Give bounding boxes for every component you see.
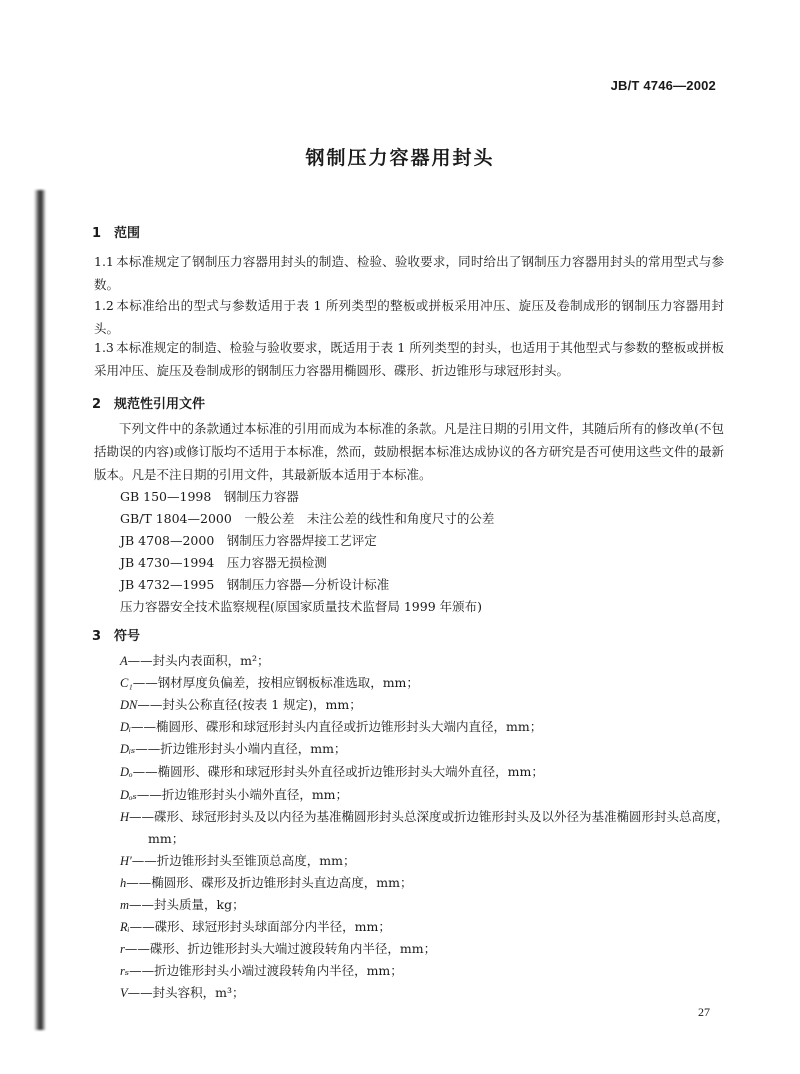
symbol-description: ——碟形、球冠形封头球面部分内半径，mm； bbox=[129, 919, 391, 934]
clause-number: 1.2 bbox=[94, 298, 114, 313]
symbol: Dᵢ bbox=[120, 720, 132, 734]
section-number: 2 bbox=[92, 397, 102, 412]
symbol-description: ——椭圆形、碟形及折边锥形封头直边高度，mm； bbox=[126, 875, 413, 890]
clause-1-2 bbox=[94, 294, 724, 340]
symbol-description: ——椭圆形、碟形和球冠形封头内直径或折边锥形封头大端内直径，mm； bbox=[131, 719, 543, 734]
section-heading-scope bbox=[92, 222, 140, 241]
symbol: H bbox=[120, 810, 130, 824]
symbol: Rᵢ bbox=[120, 920, 130, 934]
section-heading-symbols bbox=[92, 625, 140, 644]
symbol-description: ——折边锥形封头小端过渡段转角内半径，mm； bbox=[129, 963, 403, 978]
symbol-row bbox=[120, 872, 728, 894]
clause-number: 1.1 bbox=[94, 254, 114, 269]
symbol: h bbox=[120, 876, 127, 890]
standard-code: JB/T 4746—2002 bbox=[610, 78, 716, 93]
clause-text: 本标准规定的制造、检验与验收要求，既适用于表 1 所列类型的封头，也适用于其他型式与参数的整板或拼板采用冲压、旋压及卷制成形的钢制压力容器用椭圆形、碟形、折边锥形与球冠形封头。 bbox=[94, 340, 724, 378]
symbol: H′ bbox=[120, 854, 132, 868]
symbol-row bbox=[120, 960, 728, 982]
references-intro: 下列文件中的条款通过本标准的引用而成为本标准的条款。凡是注日期的引用文件，其随后所有的修改单(不包括勘误的内容)或修订版均不适用于本标准，然而，鼓励根据本标准达成协议的各方研究是否可使用这些文件的最新版本。凡是不注日期的引用文件，其最新版本适用于本标准。 bbox=[94, 421, 724, 482]
symbol: A bbox=[120, 654, 128, 668]
symbol-row bbox=[120, 650, 728, 672]
symbol: Dₒₛ bbox=[120, 788, 137, 802]
symbol-description: ——折边锥形封头小端外直径，mm； bbox=[136, 787, 349, 802]
symbol: m bbox=[120, 898, 130, 912]
reference-item: GB/T 1804—2000 一般公差 未注公差的线性和角度尺寸的公差 bbox=[120, 511, 495, 526]
symbol-description: ——折边锥形封头小端内直径，mm； bbox=[135, 741, 347, 756]
symbol-description: ——碟形、折边锥形封头大端过渡段转角内半径，mm； bbox=[124, 941, 437, 956]
symbol: C₁ bbox=[120, 676, 133, 690]
section-title: 范围 bbox=[114, 226, 141, 241]
section-number: 3 bbox=[92, 629, 102, 644]
section-title: 规范性引用文件 bbox=[114, 397, 206, 412]
reference-item: JB 4730—1994 压力容器无损检测 bbox=[120, 555, 327, 570]
symbol-row bbox=[120, 738, 728, 760]
symbol-row bbox=[120, 938, 728, 960]
clause-1-1 bbox=[94, 250, 724, 296]
symbol-description: ——椭圆形、碟形和球冠形封头外直径或折边锥形封头大端外直径，mm； bbox=[132, 764, 544, 779]
symbol-description: ——钢材厚度负偏差，按相应钢板标准选取，mm； bbox=[132, 675, 419, 690]
section-title: 符号 bbox=[114, 629, 141, 644]
symbol-row bbox=[120, 894, 728, 916]
symbol: r bbox=[120, 942, 125, 956]
reference-item: JB 4708—2000 钢制压力容器焊接工艺评定 bbox=[120, 533, 377, 548]
reference-item: 压力容器安全技术监察规程(原国家质量技术监督局 1999 年颁布) bbox=[120, 599, 483, 614]
symbol: rₛ bbox=[120, 964, 130, 978]
symbol-description: ——封头公称直径(按表 1 规定)，mm； bbox=[137, 697, 362, 712]
section-number: 1 bbox=[92, 226, 102, 241]
scan-binding-shadow bbox=[34, 190, 46, 1030]
symbol-description: ——封头容积，m³； bbox=[127, 985, 245, 1000]
symbol-row bbox=[120, 784, 728, 806]
symbol-description: ——封头内表面积，m²； bbox=[127, 653, 270, 668]
symbol: Dᵢₛ bbox=[120, 742, 136, 756]
clause-text: 本标准规定了钢制压力容器用封头的制造、检验、验收要求，同时给出了钢制压力容器用封头的常用型式与参数。 bbox=[94, 254, 724, 292]
symbol-row bbox=[120, 806, 756, 850]
symbol: DN bbox=[120, 698, 138, 712]
symbol-row bbox=[120, 850, 728, 872]
symbol: V bbox=[120, 986, 128, 1000]
reference-item: JB 4732—1995 钢制压力容器—分析设计标准 bbox=[120, 577, 390, 592]
reference-item: GB 150—1998 钢制压力容器 bbox=[120, 489, 299, 504]
symbol-description: ——折边锥形封头至锥顶总高度，mm； bbox=[131, 853, 356, 868]
symbol-description: ——碟形、球冠形封头及以内径为基准椭圆形封头总深度或折边锥形封头及以外径为基准椭圆形封头总高度，mm； bbox=[129, 809, 730, 846]
clause-1-3 bbox=[94, 336, 724, 382]
clause-text: 本标准给出的型式与参数适用于表 1 所列类型的整板或拼板采用冲压、旋压及卷制成形的钢制压力容器用封头。 bbox=[94, 298, 724, 336]
symbol-row bbox=[120, 916, 728, 938]
symbol-row bbox=[120, 982, 728, 1004]
symbol-description: ——封头质量，kg； bbox=[129, 897, 245, 912]
symbol-row bbox=[120, 761, 728, 783]
symbol-row bbox=[120, 672, 728, 694]
symbol-row bbox=[120, 694, 728, 716]
page-number: 27 bbox=[698, 1005, 710, 1019]
clause-number: 1.3 bbox=[94, 340, 114, 355]
document-title: 钢制压力容器用封头 bbox=[305, 147, 495, 169]
symbol-row bbox=[120, 716, 728, 738]
symbol: Dₒ bbox=[120, 765, 133, 779]
section-heading-normative-references bbox=[92, 393, 205, 412]
